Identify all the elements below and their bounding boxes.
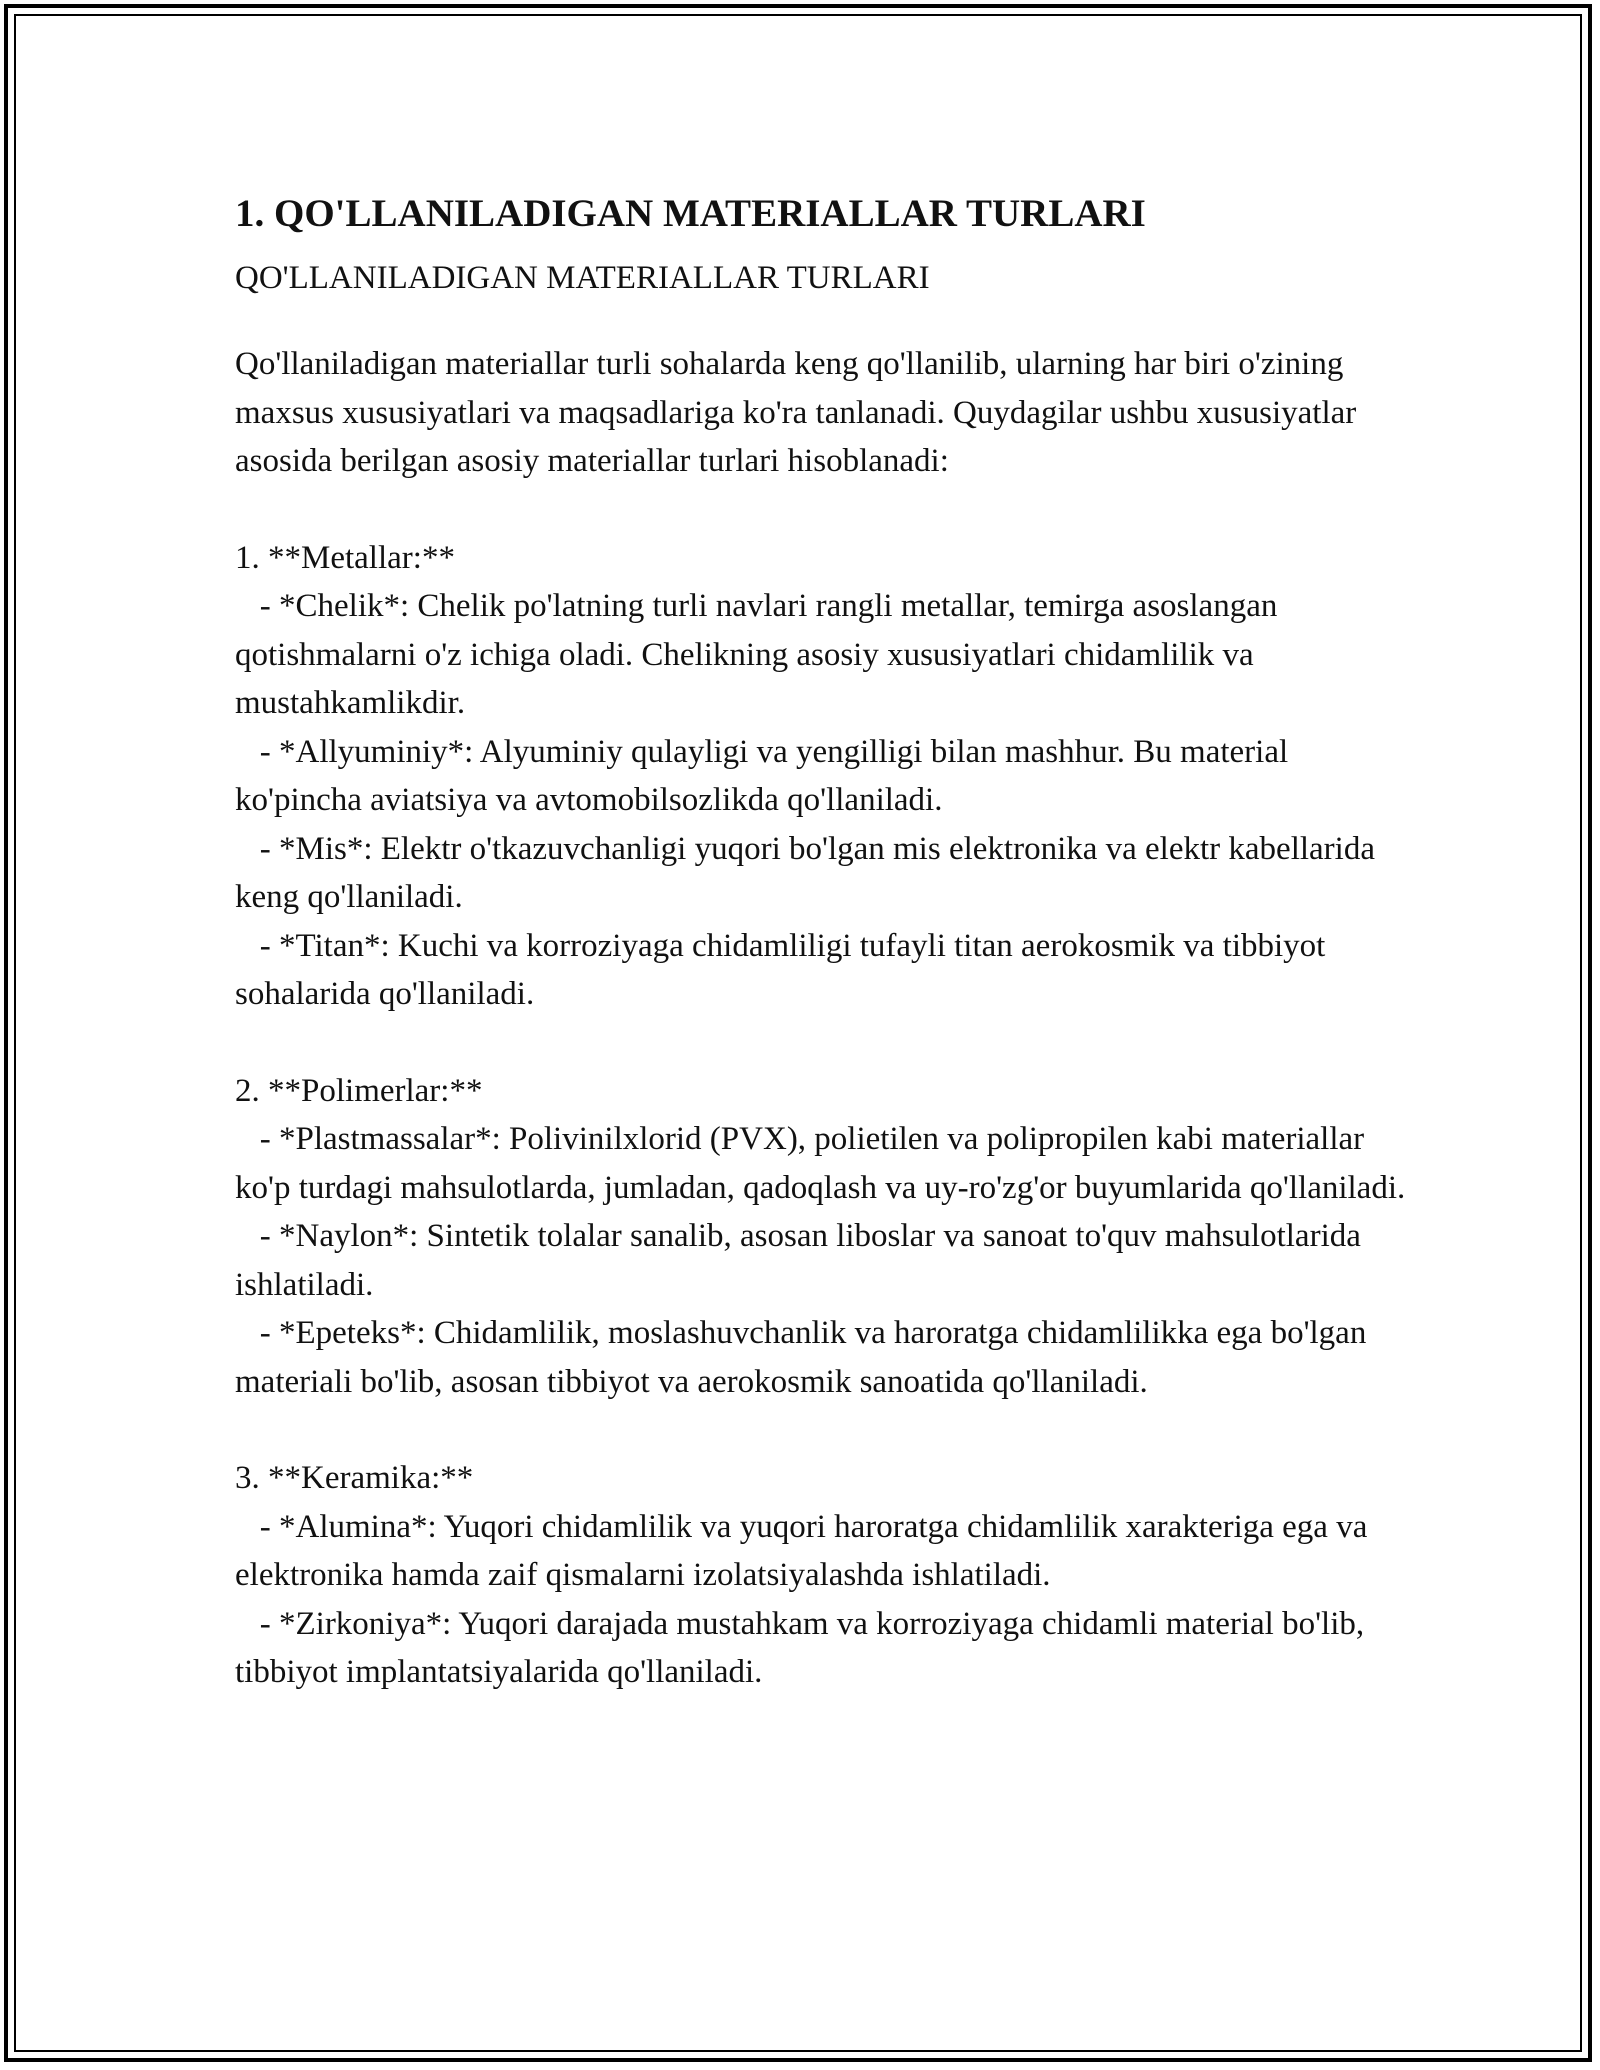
section-title: 2. **Polimerlar:** [235, 1072, 483, 1109]
list-item: - *Chelik*: Chelik po'latning turli navlari rangli metallar, temirga asoslangan qotishmalarni o'z ichiga oladi. Chelikning asosiy xususiyatlari chidamlilik va mustahkamlikdir. [235, 588, 1286, 721]
document-page [235, 186, 1415, 1697]
section-title: 3. **Keramika:** [235, 1460, 474, 1496]
list-item: - *Naylon*: Sintetik tolalar sanalib, asosan liboslar va sanoat to'quv mahsulotlarida ishlatiladi. [235, 1218, 1370, 1303]
list-item: - *Alumina*: Yuqori chidamlilik va yuqori haroratga chidamlilik xarakteriga ega va elektronika hamda zaif qismalarni izolatsiyalashda ishlatiladi. [235, 1508, 1376, 1593]
document-heading: 1. QO'LLANILADIGAN MATERIALLAR TURLARI [235, 192, 1146, 235]
list-item: - *Allyuminiy*: Alyuminiy qulayligi va yengilligi bilan mashhur. Bu material ko'pincha aviatsiya va avtomobilsozlikda qo'llaniladi. [235, 733, 1297, 818]
section-polimerlar [235, 1067, 1415, 1407]
list-item: - *Zirkoniya*: Yuqori darajada mustahkam va korroziyaga chidamli material bo'lib, tibbiyot implantatsiyalarida qo'llaniladi. [235, 1605, 1373, 1690]
intro-paragraph: Qo'llaniladigan materiallar turli sohalarda keng qo'llanilib, ularning har biri o'zining maxsus xususiyatlari va maqsadlariga ko'ra tanlanadi. Quydagilar ushbu xususiyatlar asosida berilgan asosiy materiallar turlari hisoblanadi: [235, 346, 1357, 479]
list-item: - *Titan*: Kuchi va korroziyaga chidamliligi tufayli titan aerokosmik va tibbiyot sohalarida qo'llaniladi. [235, 927, 1334, 1012]
list-item: - *Mis*: Elektr o'tkazuvchanligi yuqori bo'lgan mis elektronika va elektr kabellarida keng qo'llaniladi. [235, 830, 1384, 915]
section-title: 1. **Metallar:** [235, 539, 455, 576]
section-keramika [235, 1454, 1415, 1697]
section-metallar [235, 534, 1415, 1019]
list-item: - *Epeteks*: Chidamlilik, moslashuvchanlik va haroratga chidamlilikka ega bo'lgan materiali bo'lib, asosan tibbiyot va aerokosmik sanoatida qo'llaniladi. [235, 1315, 1375, 1400]
document-subtitle: QO'LLANILADIGAN MATERIALLAR TURLARI [235, 260, 930, 296]
list-item: - *Plastmassalar*: Polivinilxlorid (PVX), polietilen va polipropilen kabi materiallar ko'p turdagi mahsulotlarda, jumladan, qadoqlash va uy-ro'zg'or buyumlarida qo'llaniladi. [235, 1121, 1406, 1206]
